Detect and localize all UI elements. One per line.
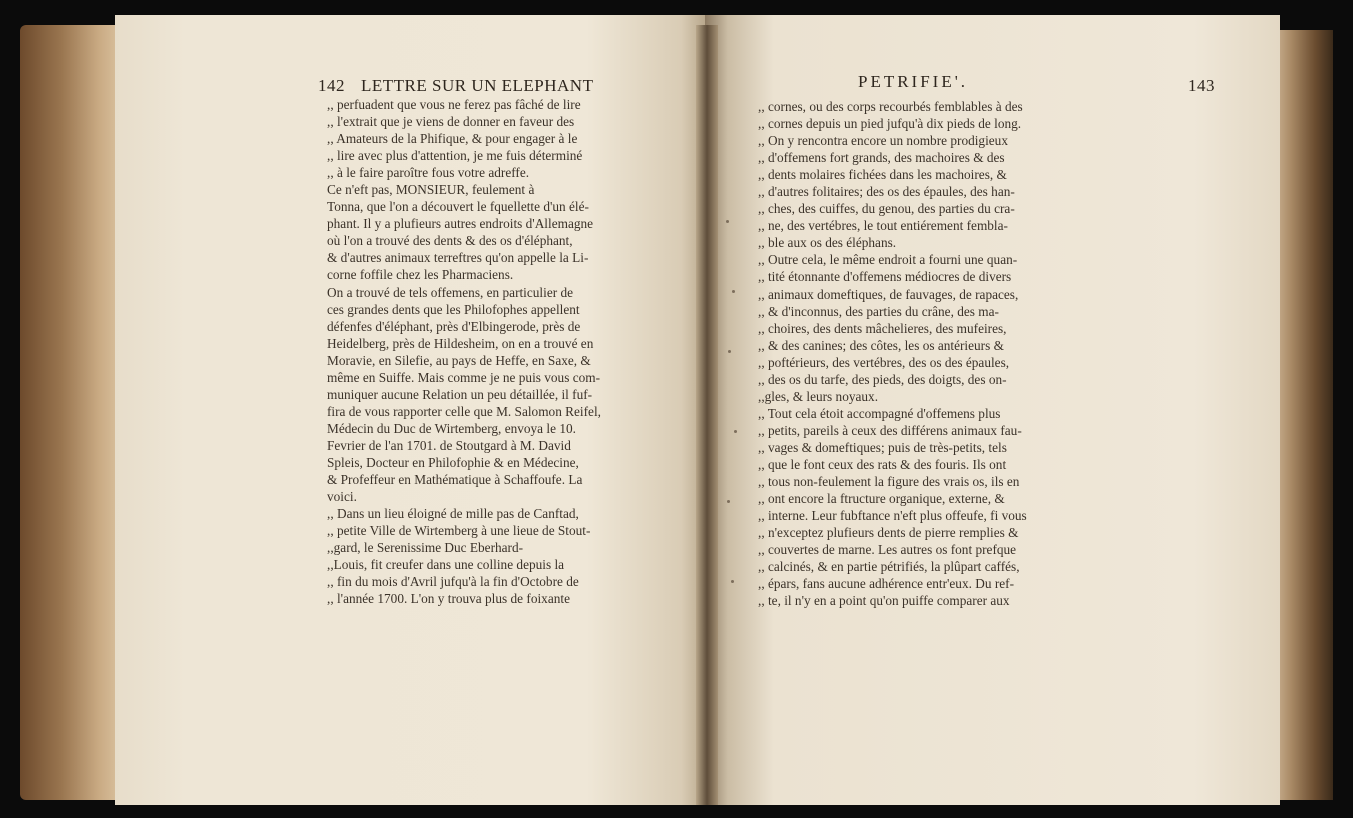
text-line: ,, choires, des dents mâchelieres, des mufeires, — [758, 320, 1007, 336]
text-line: ,,gles, & leurs noyaux. — [758, 388, 879, 404]
left-page-body — [327, 96, 677, 607]
text-line: ,, On y rencontra encore un nombre prodigieux — [758, 133, 1008, 149]
text-line: même en Suiffe. Mais comme je ne puis vous com- — [327, 369, 601, 385]
text-line: ,, poftérieurs, des vertébres, des os des épaules, — [758, 354, 1010, 370]
text-line: ,, tous non-feulement la figure des vrais os, ils en — [758, 474, 1020, 490]
text-line: Médecin du Duc de Wirtemberg, envoya le 10. — [327, 420, 576, 436]
text-line: ,, épars, fans aucune adhérence entr'eux. Du ref- — [758, 576, 1015, 592]
text-line: ,, Dans un lieu éloigné de mille pas de Canftad, — [327, 506, 579, 522]
text-line: fira de vous rapporter celle que M. Salomon Reifel, — [327, 403, 601, 419]
text-line: ,, Tout cela étoit accompagné d'offemens plus — [758, 405, 1001, 421]
text-line: ,,gard, le Serenissime Duc Eberhard- — [327, 540, 524, 556]
text-line: ,, des os du tarfe, des pieds, des doigts, des on- — [758, 371, 1007, 387]
text-line: ,, petits, pareils à ceux des différens animaux fau- — [758, 422, 1022, 438]
text-line: & d'autres animaux terreftres qu'on appelle la Li- — [327, 250, 589, 266]
right-running-head: PETRIFIE'. — [858, 72, 969, 91]
text-line: ,, & des canines; des côtes, les os antérieurs & — [758, 337, 1004, 353]
right-page-edges — [1273, 30, 1333, 800]
left-running-head: LETTRE SUR UN ELEPHANT — [361, 76, 594, 95]
text-line: ,, Outre cela, le même endroit a fourni une quan- — [758, 252, 1018, 268]
text-line: ,, perfuadent que vous ne ferez pas fâché de lire — [327, 97, 581, 112]
text-line: Moravie, en Silefie, au pays de Heffe, en Saxe, & — [327, 352, 591, 368]
text-line: ,, ches, des cuiffes, du genou, des parties du cra- — [758, 201, 1015, 217]
text-line: ,, d'offemens fort grands, des machoires & des — [758, 150, 1005, 166]
text-line: défenfes d'éléphant, près d'Elbingerode, près de — [327, 318, 581, 334]
right-page-header — [858, 72, 1218, 95]
text-line: Ce n'eft pas, MONSIEUR, feulement à — [327, 182, 535, 198]
text-line: muniquer aucune Relation un peu détaillée, il fuf- — [327, 386, 593, 402]
book-gutter — [696, 25, 718, 805]
text-line: ,, Amateurs de la Phifique, & pour engager à le — [327, 131, 578, 147]
text-line: phant. Il y a plufieurs autres endroits d'Allemagne — [327, 216, 594, 232]
text-line: ,, cornes depuis un pied jufqu'à dix pieds de long. — [758, 116, 1022, 132]
text-line: & Profeffeur en Mathématique à Schaffoufe. La — [327, 472, 583, 488]
text-line: ,, l'extrait que je viens de donner en faveur des — [327, 114, 575, 130]
text-line: ,, calcinés, & en partie pétrifiés, la plûpart caffés, — [758, 559, 1020, 575]
text-line: ,, te, il n'y en a point qu'on puiffe comparer aux — [758, 593, 1010, 609]
text-line: Fevrier de l'an 1701. de Stoutgard à M. David — [327, 437, 571, 453]
text-line: ,, fin du mois d'Avril jufqu'à la fin d'Octobre de — [327, 574, 579, 590]
text-line: Tonna, que l'on a découvert le fquellette d'un élé- — [327, 199, 589, 215]
text-line: ces grandes dents que les Philofophes appellent — [327, 301, 580, 317]
text-line: On a trouvé de tels offemens, en particulier de — [327, 284, 574, 300]
left-page-header — [318, 76, 593, 96]
text-line: ,,Louis, fit creufer dans une colline depuis la — [327, 557, 565, 573]
text-line: ,, que le font ceux des rats & des fouris. Ils ont — [758, 456, 1007, 472]
text-line: ,, ne, des vertébres, le tout entiérement fembla- — [758, 218, 1008, 234]
text-line: ,, couvertes de marne. Les autres os font prefque — [758, 542, 1017, 558]
text-line: ,, ont encore la ftructure organique, externe, & — [758, 491, 1005, 507]
text-line: ,, tité étonnante d'offemens médiocres de divers — [758, 269, 1012, 285]
text-line: ,, vages & domeftiques; puis de très-petits, tels — [758, 439, 1007, 455]
text-line: Spleis, Docteur en Philofophie & en Médecine, — [327, 454, 579, 470]
text-line: ,, petite Ville de Wirtemberg à une lieue de Stout- — [327, 523, 591, 539]
text-line: ,, animaux domeftiques, de fauvages, de rapaces, — [758, 286, 1019, 302]
text-line: ,, interne. Leur fubftance n'eft plus offeufe, fi vous — [758, 508, 1027, 524]
text-line: corne foffile chez les Pharmaciens. — [327, 267, 514, 283]
text-line: ,, lire avec plus d'attention, je me fuis déterminé — [327, 148, 583, 164]
text-line: ,, l'année 1700. L'on y trouva plus de foixante — [327, 591, 570, 607]
text-line: ,, & d'inconnus, des parties du crâne, des ma- — [758, 303, 999, 319]
right-page-number: 143 — [1188, 76, 1215, 95]
left-page-edges — [20, 25, 125, 800]
left-page-number: 142 — [318, 76, 345, 95]
text-line: ,, cornes, ou des corps recourbés femblables à des — [758, 99, 1023, 114]
text-line: ,, à le faire paroître fous votre adreffe. — [327, 165, 530, 181]
text-line: ,, dents molaires fichées dans les machoires, & — [758, 167, 1007, 183]
text-line: ,, ble aux os des éléphans. — [758, 235, 897, 251]
text-line: où l'on a trouvé des dents & des os d'éléphant, — [327, 233, 573, 249]
text-line: ,, n'exceptez plufieurs dents de pierre remplies & — [758, 525, 1019, 541]
right-page-body — [758, 98, 1168, 609]
gutter-specks — [722, 200, 742, 620]
text-line: voici. — [327, 489, 357, 505]
text-line: ,, d'autres folitaires; des os des épaules, des han- — [758, 184, 1015, 200]
text-line: Heidelberg, près de Hildesheim, on en a trouvé en — [327, 335, 594, 351]
